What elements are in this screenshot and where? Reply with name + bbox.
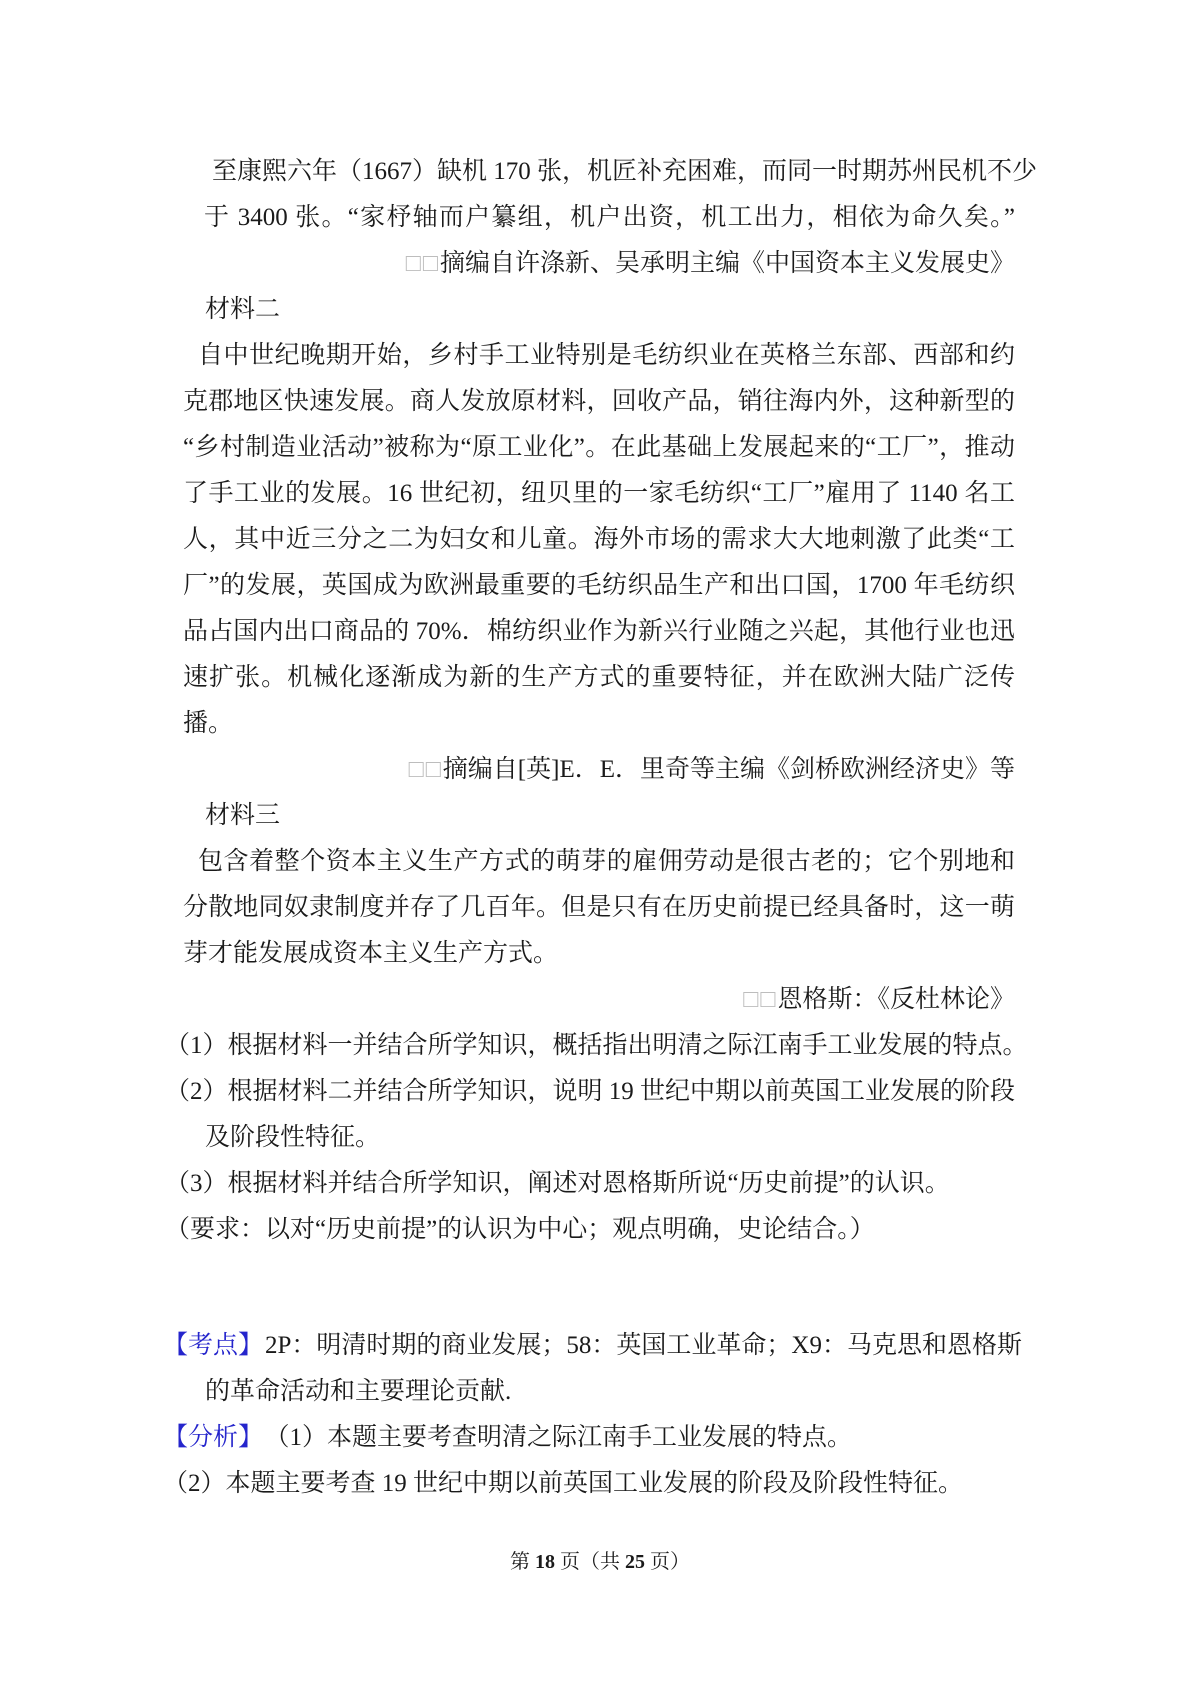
placeholder-box-glyphs: □□ bbox=[408, 756, 443, 783]
material3-citation-text: 恩格斯：《反杜林论》 bbox=[777, 986, 1015, 1013]
question-1: （1）根据材料一并结合所学知识，概括指出明清之际江南手工业发展的特点。 bbox=[165, 1032, 1028, 1059]
material3-text-line: 芽才能发展成资本主义生产方式。 bbox=[183, 940, 559, 967]
question-3: （3）根据材料并结合所学知识，阐述对恩格斯所说“历史前提”的认识。 bbox=[165, 1170, 950, 1197]
material1-text-line: 于 3400 张。“家杼轴而户纂组，机户出资，机工出力，相依为命久矣。” bbox=[204, 204, 1015, 231]
analysis-continuation: （2）本题主要考查 19 世纪中期以前英国工业发展的阶段及阶段性特征。 bbox=[163, 1470, 964, 1497]
placeholder-box-glyphs: □□ bbox=[743, 986, 778, 1013]
total-page-number: 25 bbox=[625, 1551, 645, 1573]
material2-text-line: 播。 bbox=[183, 710, 234, 737]
material1-citation-text: 摘编自许涤新、吴承明主编《中国资本主义发展史》 bbox=[439, 250, 1015, 277]
material3-text-line: 分散地同奴隶制度并存了几百年。但是只有在历史前提已经具备时，这一萌 bbox=[183, 894, 1015, 921]
material3-citation bbox=[183, 977, 1015, 1023]
material2-label: 材料二 bbox=[205, 296, 281, 323]
analysis-line bbox=[163, 1415, 1015, 1461]
material1-citation bbox=[183, 241, 1015, 287]
question-requirement: （要求：以对“历史前提”的认识为中心；观点明确，史论结合。） bbox=[165, 1216, 875, 1243]
material2-text-line: 厂”的发展，英国成为欧洲最重要的毛纺织品生产和出口国，1700 年毛纺织 bbox=[183, 572, 1015, 599]
current-page-number: 18 bbox=[535, 1551, 555, 1573]
section-gap bbox=[0, 1253, 1200, 1323]
material2-text-line: 品占国内出口商品的 70%．棉纺织业作为新兴行业随之兴起，其他行业也迅 bbox=[183, 618, 1015, 645]
question-2: （2）根据材料二并结合所学知识，说明 19 世纪中期以前英国工业发展的阶段 bbox=[165, 1078, 1016, 1105]
material1-text-line: 至康熙六年（1667）缺机 170 张，机匠补充困难，而同一时期苏州民机不少 bbox=[212, 158, 1038, 185]
material2-text-line: 自中世纪晚期开始，乡村手工业特别是毛纺织业在英格兰东部、西部和约 bbox=[198, 342, 1015, 369]
exam-points-text: 2P：明清时期的商业发展；58：英国工业革命；X9：马克思和恩格斯 bbox=[265, 1332, 1022, 1359]
material2-text-line: 速扩张。机械化逐渐成为新的生产方式的重要特征，并在欧洲大陆广泛传 bbox=[183, 664, 1015, 691]
footer-text: 页） bbox=[645, 1551, 690, 1573]
exam-points-line bbox=[163, 1323, 1022, 1369]
material2-citation-text: 摘编自[英]E．E．里奇等主编《剑桥欧洲经济史》等 bbox=[442, 756, 1015, 783]
placeholder-box-glyphs: □□ bbox=[405, 250, 440, 277]
exam-points-continuation: 的革命活动和主要理论贡献. bbox=[205, 1378, 512, 1405]
analysis-label: 【分析】 bbox=[163, 1424, 264, 1451]
material2-text-line: 克郡地区快速发展。商人发放原材料，回收产品，销往海内外，这种新型的 bbox=[183, 388, 1015, 415]
analysis-text: （1）本题主要考查明清之际江南手工业发展的特点。 bbox=[277, 1424, 853, 1451]
material3-label: 材料三 bbox=[205, 802, 281, 829]
document-content bbox=[0, 149, 1200, 1507]
material3-text-line: 包含着整个资本主义生产方式的萌芽的雇佣劳动是很古老的；它个别地和 bbox=[198, 848, 1015, 875]
material2-citation bbox=[183, 747, 1015, 793]
footer-text: 页（共 bbox=[555, 1551, 625, 1573]
footer-text: 第 bbox=[510, 1551, 535, 1573]
material2-text-line: “乡村制造业活动”被称为“原工业化”。在此基础上发展起来的“工厂”，推动 bbox=[183, 434, 1015, 461]
exam-points-label: 【考点】 bbox=[163, 1332, 264, 1359]
question-2-continuation: 及阶段性特征。 bbox=[205, 1124, 381, 1151]
material2-text-line: 了手工业的发展。16 世纪初，纽贝里的一家毛纺织“工厂”雇用了 1140 名工 bbox=[183, 480, 1015, 507]
page-footer bbox=[0, 1548, 1200, 1576]
material2-text-line: 人，其中近三分之二为妇女和儿童。海外市场的需求大大地刺激了此类“工 bbox=[183, 526, 1015, 553]
